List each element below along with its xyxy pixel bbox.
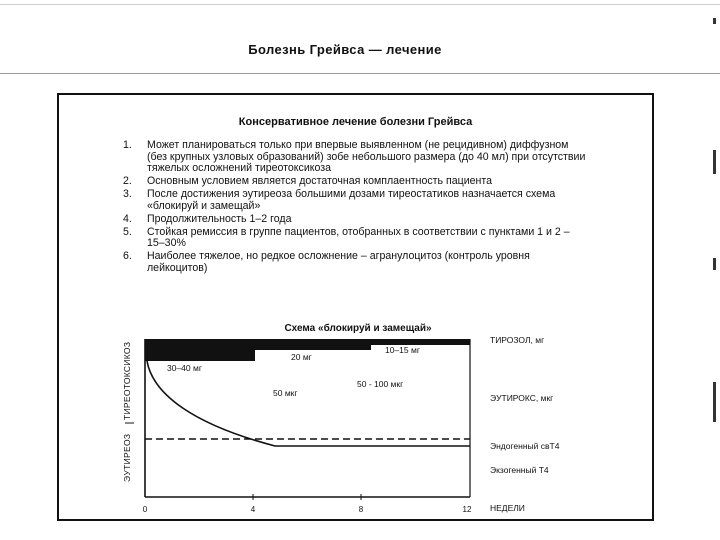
list-item-text: Может планироваться только при впервые выявленном (не рецидивном) диффузном (без крупных узловых образований) зобе небольшого размера (до 40 мл) при отсутствии тяжелых осложнений тиреотоксикоза <box>147 139 586 174</box>
list-item-number: 1. <box>123 139 132 151</box>
list-item-text: Продолжительность 1–2 года <box>147 212 292 225</box>
euthyrox-range-label: 50 - 100 мкг <box>357 379 404 389</box>
x-tick-label: 8 <box>358 505 364 514</box>
x-tick-label: 12 <box>462 505 472 514</box>
list-item-text: После достижения эутиреоза большими дозами тиреостатиков назначается схема «блокируй и замещай» <box>147 188 556 212</box>
x-tick-label: 4 <box>250 505 256 514</box>
tyrosol-low-label: 10–15 мг <box>385 345 420 355</box>
euthyrox-axis-label: ЭУТИРОКС, мкг <box>490 393 554 403</box>
list-item-number: 3. <box>123 188 132 200</box>
tyrosol-mid-label: 20 мг <box>291 352 312 362</box>
euthyrox-start-label: 50 мкг <box>273 388 298 398</box>
tyrosol-bar-mid <box>255 339 371 350</box>
list-item-number: 4. <box>123 212 132 225</box>
endogenous-ft4-curve <box>147 361 470 446</box>
scan-artifact <box>713 382 716 422</box>
tyrosol-high-label: 30–40 мг <box>167 363 202 373</box>
weeks-axis-label: НЕДЕЛИ <box>490 503 525 513</box>
scheme-title: Схема «блокируй и замещай» <box>284 323 432 334</box>
tyrosol-bar-high <box>145 339 255 361</box>
scan-artifact <box>713 18 716 24</box>
side-label-euthyroid: ЭУТИРЕОЗ <box>122 433 132 482</box>
list-item-text: Основным условием является достаточная комплаентность пациента <box>147 175 492 187</box>
list-item-number: 6. <box>123 250 132 262</box>
list-item-text: Наиболее тяжелое, но редкое осложнение – агранулоцитоз (контроль уровня лейкоцитов) <box>147 250 530 274</box>
x-tick-label: 0 <box>142 505 148 514</box>
list-item-number: 5. <box>123 225 132 238</box>
exogenous-t4-label: Экзогенный Т4 <box>490 465 549 475</box>
list-item-number: 2. <box>123 175 132 187</box>
list-item-text: Стойкая ремиссия в группе пациентов, отобранных в соответствии с пунктами 1 и 2 – 15–30% <box>147 225 570 249</box>
endogenous-ft4-label: Эндогенный свТ4 <box>490 441 560 451</box>
scan-artifact <box>713 258 716 270</box>
figure-title: Консервативное лечение болезни Грейвса <box>238 116 473 128</box>
scan-artifact <box>713 150 716 174</box>
page-title: Болезнь Грейвса — лечение <box>248 42 442 57</box>
tyrosol-axis-label: ТИРОЗОЛ, мг <box>490 335 545 345</box>
side-label-thyrotoxicosis: ТИРЕОТОКСИКОЗ <box>122 341 132 420</box>
